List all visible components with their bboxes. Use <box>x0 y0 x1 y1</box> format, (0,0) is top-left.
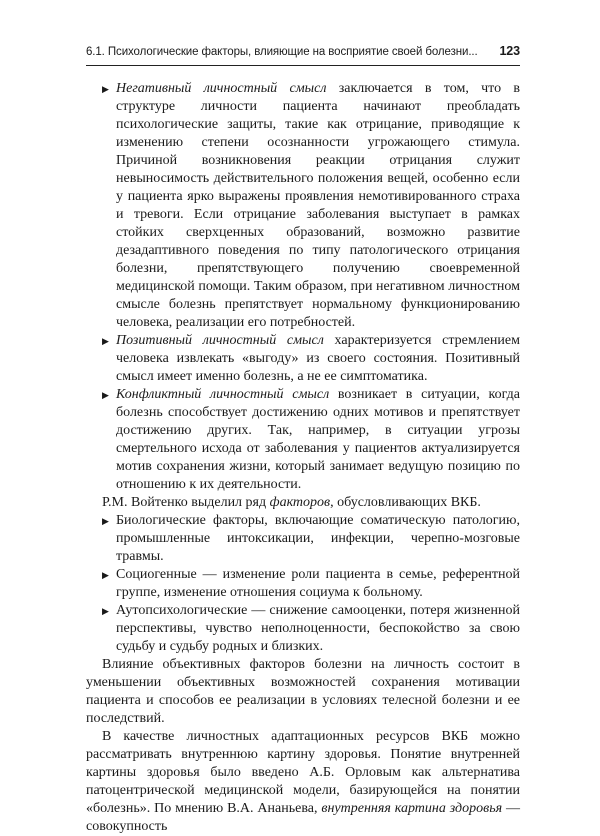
term: Негативный личностный смысл <box>116 81 327 96</box>
list-item-autopsychological <box>86 602 520 656</box>
bullet-arrow-icon: ▶ <box>102 570 109 580</box>
page-body <box>86 80 520 836</box>
text-run: В качестве личностных адаптационных ресурсов ВКБ можно рассматривать внутреннюю картину здоровья. Понятие внутренней картины здоровья было введено А.Б. Орловым как альтернатива патоцентрической медицинской модели, базирующейся на понятии «болезнь». По мнению В.А. Ананьева, <box>86 729 520 816</box>
text-run: , обусловливающих ВКБ. <box>330 495 481 510</box>
list-item-biological <box>86 512 520 566</box>
bullet-arrow-icon: ▶ <box>102 84 109 94</box>
text-run: — совокупность <box>86 801 521 834</box>
bullet-arrow-icon: ▶ <box>102 336 109 346</box>
paragraph-health-picture <box>86 728 520 836</box>
paragraph-objective-factors: Влияние объективных факторов болезни на личность состоит в уменьшении объективных возможностей сохранения мотивации пациента и способов ее реализации в условиях телесной болезни и ее последствий. <box>86 657 520 726</box>
list-item-negative-meaning <box>86 80 520 332</box>
term: внутренняя картина здоровья <box>321 801 503 816</box>
paragraph-factors-intro <box>86 494 520 512</box>
header-rule <box>86 65 520 66</box>
list-item-text: заключается в том, что в структуре личности пациента начинают преобладать психологические защиты, такие как отрицание, приводящие к изменению степени осознанности угрожающего стимула. Причиной возникновения реакции отрицания служит невыносимость действительного положения вещей, особенно если у пациента ярко выражены проявления немотивированного страха и тревоги. Если отрицание заболевания выступает в рамках стойких сверхценных образований, возможно развитие дезадаптивного поведения по типу патологического отрицания болезни, препятствующего получению своевременной медицинской помощи. Таким образом, при негативном личностном смысле болезнь препятствует нормальному функционированию человека, реализации его потребностей. <box>116 81 520 330</box>
list-item-text: характеризуется стремлением человека извлекать «выгоду» из своего состояния. Позитивный смысл имеет именно болезнь, а не ее симптоматика. <box>116 333 520 384</box>
list-item-text: возникает в ситуации, когда болезнь способствует достижению одних мотивов и препятствует достижению других. Так, например, в ситуации угрозы смертельного исхода от заболевания у пациентов актуализируется мотив сохранения жизни, который занимает ведущую позицию по отношению к их деятельности. <box>116 387 520 492</box>
running-header <box>86 44 520 58</box>
list-item-positive-meaning <box>86 332 520 386</box>
term: Конфликтный личностный смысл <box>116 387 330 402</box>
bullet-arrow-icon: ▶ <box>102 606 109 616</box>
list-item-text: Биологические факторы, включающие соматическую патологию, промышленные интоксикации, инфекции, черепно-мозговые травмы. <box>116 513 520 564</box>
list-item-text: Социогенные — изменение роли пациента в семье, референтной группе, изменение отношения социума к больному. <box>116 567 520 600</box>
list-item-sociogenic <box>86 566 520 602</box>
bullet-arrow-icon: ▶ <box>102 516 109 526</box>
bullet-arrow-icon: ▶ <box>102 390 109 400</box>
term: Позитивный личностный смысл <box>116 333 324 348</box>
text-run: Р.М. Войтенко выделил ряд <box>102 495 270 510</box>
list-item-text: Аутопсихологические — снижение самооценки, потеря жизненной перспективы, чувство неполноценности, беспокойство за свою судьбу и судьбу родных и близких. <box>116 603 520 654</box>
list-item-conflict-meaning <box>86 386 520 494</box>
running-title: 6.1. Психологические факторы, влияющие на восприятие своей болезни... <box>86 46 478 58</box>
term: факторов <box>269 495 331 510</box>
page-number: 123 <box>499 44 520 58</box>
